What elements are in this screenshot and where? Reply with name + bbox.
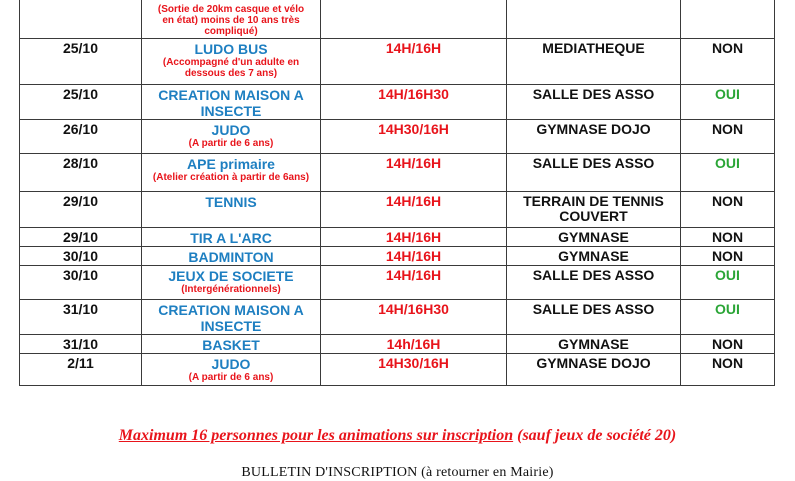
activity-cell: [142, 0, 321, 39]
place-cell: [507, 154, 681, 192]
date-cell: [20, 85, 142, 120]
activity-title: BASKET: [202, 337, 260, 353]
place-cell: [507, 300, 681, 335]
date-text: 31/10: [62, 336, 99, 352]
date-text: 29/10: [62, 193, 99, 209]
time-cell: [321, 120, 507, 154]
time-cell: [321, 0, 507, 39]
activity-cell: [142, 154, 321, 192]
time-cell: [321, 39, 507, 85]
date-cell: [20, 266, 142, 300]
table-row: [20, 247, 775, 266]
registration-cell: [681, 0, 775, 39]
time-text: 14H/16H: [385, 229, 442, 245]
registration-text: OUI: [715, 301, 740, 317]
registration-text: NON: [711, 40, 744, 56]
table-row: [20, 0, 775, 39]
place-text: TERRAIN DE TENNIS COUVERT: [523, 193, 664, 224]
registration-cell: [681, 354, 775, 386]
activity-title: APE primaire: [187, 156, 275, 172]
place-text: SALLE DES ASSO: [532, 267, 655, 283]
place-cell: [507, 0, 681, 39]
date-text: 2/11: [67, 355, 94, 371]
place-text: SALLE DES ASSO: [532, 301, 655, 317]
capacity-notice-main: Maximum 16 personnes pour les animations sur inscription: [118, 427, 514, 444]
time-cell: [321, 247, 507, 266]
place-text: GYMNASE: [558, 229, 629, 245]
table-row: [20, 335, 775, 354]
place-text: SALLE DES ASSO: [532, 155, 655, 171]
registration-cell: [681, 266, 775, 300]
activity-cell: [142, 85, 321, 120]
activity-cell: [142, 247, 321, 266]
activity-cell: [142, 120, 321, 154]
time-cell: [321, 154, 507, 192]
activity-note: (A partir de 6 ans): [188, 138, 274, 149]
place-text: GYMNASE: [558, 248, 629, 264]
activity-note: en état) moins de 10 ans très: [162, 15, 300, 26]
date-text: 28/10: [62, 155, 99, 171]
date-cell: [20, 300, 142, 335]
time-text: 14H/16H: [385, 193, 442, 209]
place-cell: [507, 39, 681, 85]
place-text: GYMNASE DOJO: [536, 121, 651, 137]
registration-cell: [681, 335, 775, 354]
registration-cell: [681, 247, 775, 266]
activity-cell: [142, 335, 321, 354]
place-text: MEDIATHEQUE: [542, 40, 645, 56]
time-text: 14H/16H: [385, 40, 442, 56]
registration-text: OUI: [715, 155, 740, 171]
place-cell: [507, 120, 681, 154]
time-text: 14H/16H30: [378, 86, 449, 102]
activity-cell: [142, 228, 321, 247]
registration-form-title: BULLETIN D'INSCRIPTION (à retourner en Mairie): [241, 465, 554, 480]
date-cell: [20, 154, 142, 192]
activity-cell: [142, 354, 321, 386]
date-cell: [20, 335, 142, 354]
time-cell: [321, 85, 507, 120]
registration-cell: [681, 192, 775, 228]
activity-title: JEUX DE SOCIETE: [168, 268, 294, 284]
time-cell: [321, 335, 507, 354]
time-text: 14H30/16H: [378, 121, 449, 137]
time-cell: [321, 300, 507, 335]
registration-text: NON: [711, 229, 744, 245]
table-row: [20, 85, 775, 120]
activity-note: (Intergénérationnels): [181, 284, 281, 295]
activity-cell: [142, 192, 321, 228]
date-text: 30/10: [62, 267, 99, 283]
registration-text: NON: [711, 336, 744, 352]
table-row: [20, 266, 775, 300]
table-row: [20, 192, 775, 228]
date-cell: [20, 39, 142, 85]
time-text: 14h/16H: [386, 336, 441, 352]
registration-text: NON: [711, 121, 744, 137]
place-cell: [507, 247, 681, 266]
activity-title: CREATION MAISON A INSECTE: [158, 302, 304, 334]
date-cell: [20, 192, 142, 228]
time-cell: [321, 228, 507, 247]
activity-note: (Atelier création à partir de 6ans): [152, 172, 310, 183]
place-text: SALLE DES ASSO: [532, 86, 655, 102]
time-cell: [321, 354, 507, 386]
date-text: 29/10: [62, 229, 99, 245]
registration-cell: [681, 85, 775, 120]
registration-text: NON: [711, 193, 744, 209]
registration-text: NON: [711, 355, 744, 371]
registration-text: NON: [711, 248, 744, 264]
time-cell: [321, 266, 507, 300]
time-text: 14H30/16H: [378, 355, 449, 371]
activity-title: JUDO: [211, 122, 251, 138]
table-row: [20, 120, 775, 154]
registration-cell: [681, 300, 775, 335]
activity-note: (A partir de 6 ans): [188, 372, 274, 383]
registration-cell: [681, 228, 775, 247]
table-row: [20, 154, 775, 192]
activity-title: JUDO: [211, 356, 251, 372]
date-text: 25/10: [62, 86, 99, 102]
activity-title: LUDO BUS: [194, 41, 268, 57]
activity-cell: [142, 39, 321, 85]
activity-note: compliqué): [204, 26, 258, 37]
place-cell: [507, 266, 681, 300]
place-cell: [507, 354, 681, 386]
date-text: 26/10: [62, 121, 99, 137]
table-row: [20, 354, 775, 386]
time-text: 14H/16H: [385, 248, 442, 264]
date-cell: [20, 354, 142, 386]
activity-note: (Sortie de 20km casque et vélo: [157, 4, 305, 15]
table-row: [20, 300, 775, 335]
registration-cell: [681, 154, 775, 192]
activity-title: CREATION MAISON A INSECTE: [158, 87, 304, 119]
date-cell: [20, 0, 142, 39]
place-cell: [507, 228, 681, 247]
capacity-notice: [0, 427, 795, 445]
date-cell: [20, 120, 142, 154]
place-cell: [507, 335, 681, 354]
activity-cell: [142, 300, 321, 335]
activities-table: [19, 0, 775, 386]
date-cell: [20, 247, 142, 266]
date-cell: [20, 228, 142, 247]
registration-text: OUI: [715, 86, 740, 102]
capacity-notice-exception: (sauf jeux de société 20): [513, 427, 677, 444]
date-text: 25/10: [62, 40, 99, 56]
time-text: 14H/16H: [385, 155, 442, 171]
table-row: [20, 228, 775, 247]
activity-title: TENNIS: [205, 194, 257, 210]
place-cell: [507, 85, 681, 120]
place-cell: [507, 192, 681, 228]
registration-cell: [681, 39, 775, 85]
time-cell: [321, 192, 507, 228]
time-text: 14H/16H: [385, 267, 442, 283]
date-text: 31/10: [62, 301, 99, 317]
time-text: 14H/16H30: [378, 301, 449, 317]
activity-title: BADMINTON: [188, 249, 274, 265]
activity-title: TIR A L'ARC: [190, 230, 272, 246]
registration-cell: [681, 120, 775, 154]
activity-note: (Accompagné d'un adulte en dessous des 7 ans): [162, 57, 300, 79]
place-text: GYMNASE: [558, 336, 629, 352]
place-text: GYMNASE DOJO: [536, 355, 651, 371]
registration-text: OUI: [715, 267, 740, 283]
activity-cell: [142, 266, 321, 300]
date-text: 30/10: [62, 248, 99, 264]
table-row: [20, 39, 775, 85]
